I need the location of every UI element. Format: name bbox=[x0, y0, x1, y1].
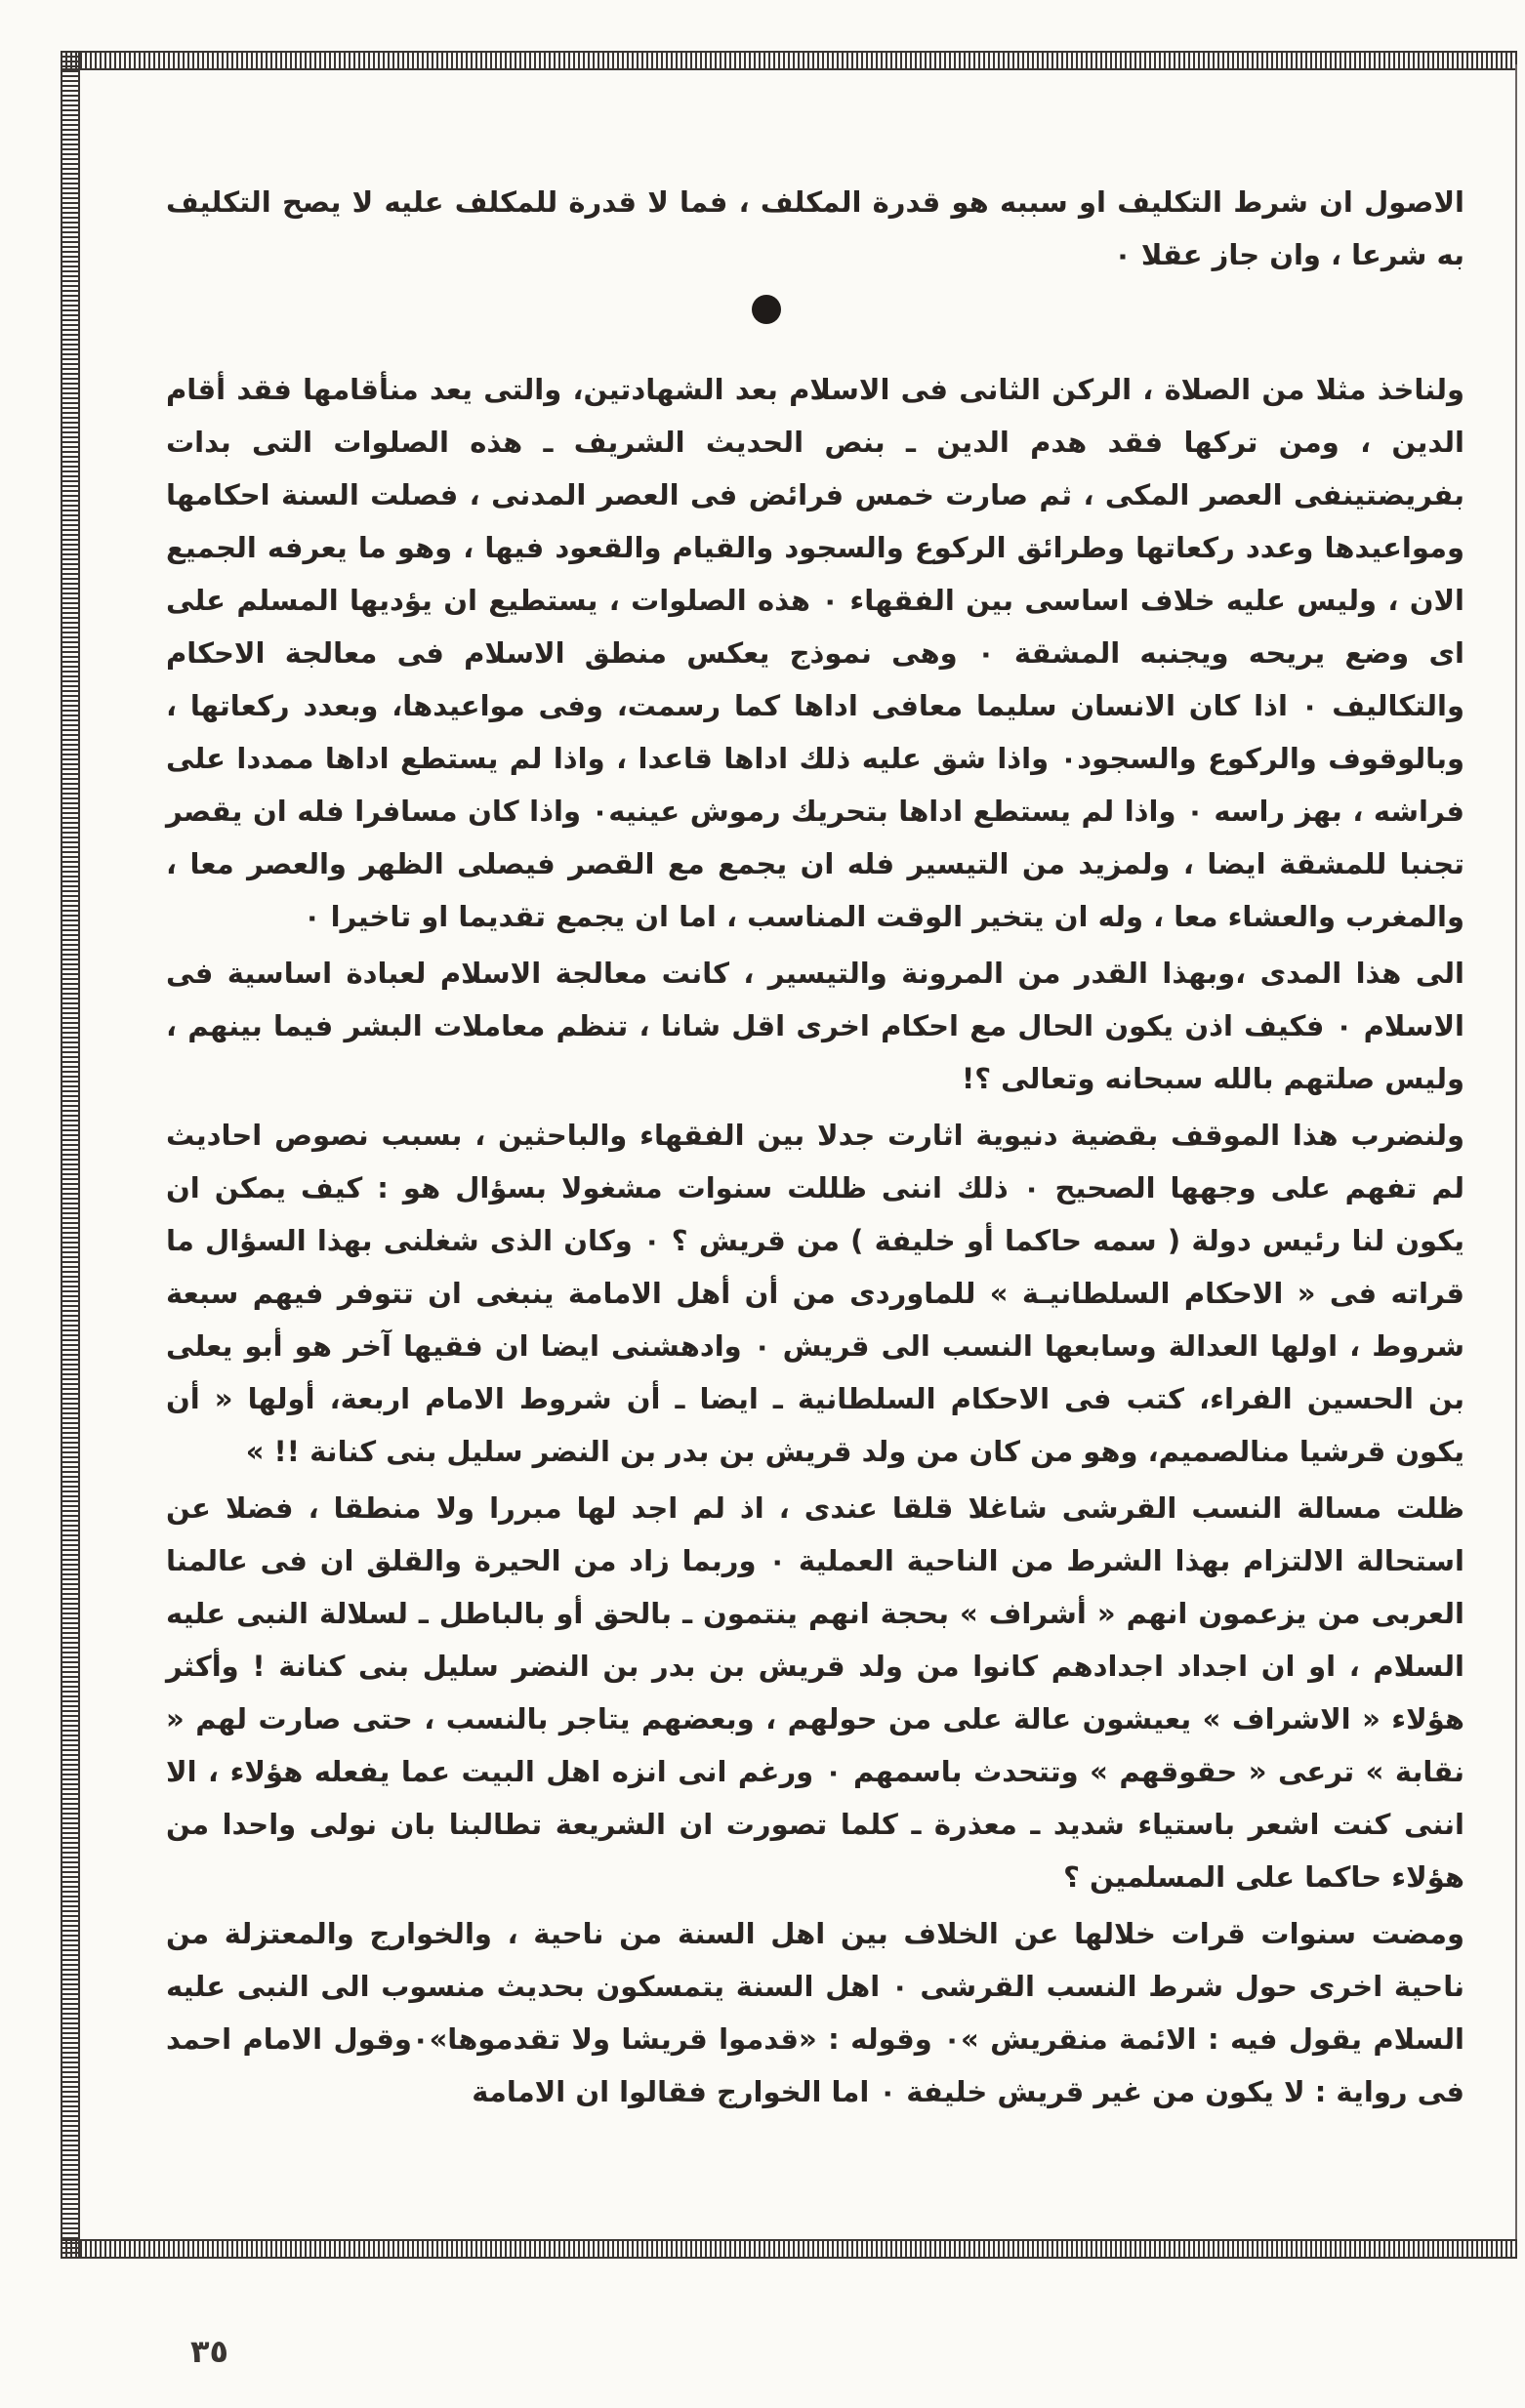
flexibility-paragraph: الى هذا المدى ،وبهذا القدر من المرونة والتيسير ، كانت معالجة الاسلام لعبادة اساسية فى الاسلام ٠ فكيف اذن يكون الحال مع احكام اخرى اقل شانا ، تنظم معاملات البشر فيما بينهم ، وليس صلتهم بالله سبحانه وتعالى ؟! bbox=[166, 957, 1464, 1095]
border-left-ornament bbox=[61, 51, 80, 2259]
border-right-line bbox=[1515, 64, 1517, 2245]
border-top-ornament bbox=[61, 51, 1517, 70]
border-bottom-ornament bbox=[61, 2239, 1517, 2259]
prayer-paragraph: ولناخذ مثلا من الصلاة ، الركن الثانى فى الاسلام بعد الشهادتين، والتى يعد منأقامها فقد أقام الدين ، ومن تركها فقد هدم الدين ـ بنص الحديث الشريف ـ هذه الصلوات التى بدات بفريضتينفى العصر المكى ، ثم صارت خمس فرائض فى العصر المدنى ، فصلت السنة احكامها ومواعيدها وعدد ركعاتها وطرائق الركوع والسجود والقيام والقعود فيها ، وهو ما يعرفه الجميع الان ، وليس عليه خلاف اساسى بين الفقهاء ٠ هذه الصلوات ، يستطيع ان يؤديها المسلم على اى وضع يريحه ويجنبه المشقة ٠ وهى نموذج يعكس منطق الاسلام فى معالجة الاحكام والتكاليف ٠ اذا كان الانسان سليما معافى اداها كما رسمت، وفى مواعيدها، وبعدد ركعاتها ، وبالوقوف والركوع والسجود٠ واذا شق عليه ذلك اداها قاعدا ، واذا لم يستطع اداها ممددا على فراشه ، بهز راسه ٠ واذا لم يستطع اداها بتحريك رموش عينيه٠ واذا كان مسافرا فله ان يقصر تجنبا للمشقة ايضا ، ولمزيد من التيسير فله ان يجمع مع القصر فيصلى الظهر والعصر معا ، والمغرب والعشاء معا ، وله ان يتخير الوقت المناسب ، اما ان يجمع تقديما او تاخيرا ٠ bbox=[166, 373, 1465, 933]
dispute-paragraph: ومضت سنوات قرات خلالها عن الخلاف بين اهل السنة من ناحية ، والخوارج والمعتزلة من ناحية اخرى حول شرط النسب القرشى ٠ اهل السنة يتمسكون بحديث منسوب الى النبى عليه السلام يقول فيه : الائمة منقريش »٠ وقوله : «قدموا قريشا ولا تقدموها»٠وقول الامام احمد فى رواية : لا يكون من غير قريش خليفة ٠ اما الخوارج فقالوا ان الامامة bbox=[166, 1917, 1464, 2108]
section-bullet-icon bbox=[752, 295, 781, 324]
lineage-paragraph: ظلت مسالة النسب القرشى شاغلا قلقا عندى ، اذ لم اجد لها مبررا ولا منطقا ، فضلا عن استحالة الالتزام بهذا الشرط من الناحية العملية ٠ وربما زاد من الحيرة والقلق ان فى عالمنا العربى من يزعمون انهم « أشراف » بحجة انهم ينتمون ـ بالحق أو بالباطل ـ لسلالة النبى عليه السلام ، او ان اجداد اجدادهم كانوا من ولد قريش بن بدر بن النضر سليل بنى كنانة ! وأكثر هؤلاء « الاشراف » يعيشون عالة على من حولهم ، وبعضهم يتاجر بالنسب ، حتى صارت لهم « نقابة » ترعى « حقوقهم » وتتحدث باسمهم ٠ ورغم انى انزه اهل البيت عما يفعله هؤلاء ، الا اننى كنت اشعر باستياء شديد ـ معذرة ـ كلما تصورت ان الشريعة تطالبنا بان نولى واحدا من هؤلاء حاكما على المسلمين ؟ bbox=[166, 1491, 1464, 1894]
page-body bbox=[166, 176, 1464, 2118]
page-number: ٣٥ bbox=[190, 2333, 229, 2370]
imamate-paragraph: ولنضرب هذا الموقف بقضية دنيوية اثارت جدلا بين الفقهاء والباحثين ، بسبب نصوص احاديث لم تفهم على وجهها الصحيح ٠ ذلك اننى ظللت سنوات مشغولا بسؤال هو : كيف يمكن ان يكون لنا رئيس دولة ( سمه حاكما أو خليفة ) من قريش ؟ ٠ وكان الذى شغلنى بهذا السؤال ما قراته فى « الاحكام السلطانيـة » للماوردى من أن أهل الامامة ينبغى ان تتوفر فيهم سبعة شروط ، اولها العدالة وسابعها النسب الى قريش ٠ وادهشنى ايضا ان فقيها آخر هو أبو يعلى بن الحسين الفراء، كتب فى الاحكام السلطانية ـ ايضا ـ أن شروط الامام اربعة، أولها « أن يكون قرشيا منالصميم، وهو من كان من ولد قريش بن بدر بن النضر سليل بنى كنانة !! » bbox=[166, 1119, 1464, 1468]
intro-paragraph: الاصول ان شرط التكليف او سببه هو قدرة المكلف ، فما لا قدرة للمكلف عليه لا يصح التكليف به شرعا ، وان جاز عقلا ٠ bbox=[166, 185, 1464, 271]
